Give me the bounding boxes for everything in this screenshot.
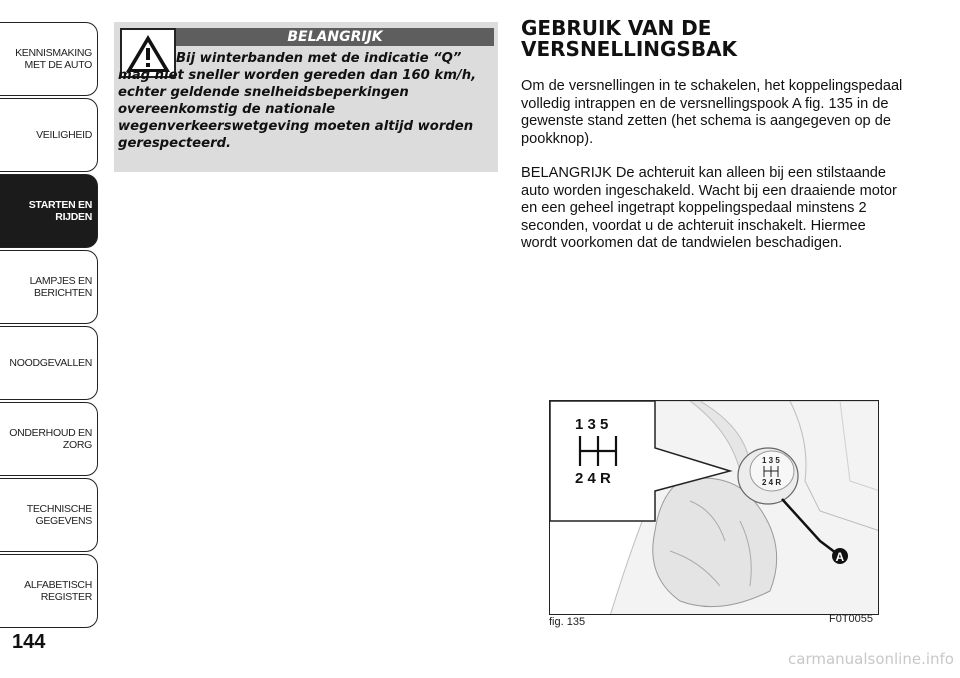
warning-text: Bij winterbanden met de indicatie “Q” mag niet sneller worden gereden dan 160 km/h, echter geldende snelheidsbeperkingen overeenkomstig de nationale wegenverkeerswetgeving moeten altijd worden gerespecteerd. — [118, 51, 477, 151]
paragraph-reverse-note: BELANGRIJK De achteruit kan alleen bij een stilstaande auto worden ingeschakeld. Wacht bij een draaiende motor en een geheel ingetrapt koppelingspedaal minstens 2 seconden, voordat u de achteruit inschakelt. Hiermee wordt voorkomen dat de tandwielen beschadigen. — [521, 165, 897, 251]
tab-veiligheid[interactable]: VEILIGHEID — [0, 98, 98, 172]
tab-noodgevallen[interactable]: NOODGEVALLEN — [0, 326, 98, 400]
tab-alfabetisch-register[interactable]: ALFABETISCH REGISTER — [0, 554, 98, 628]
tab-lampjes-en-berichten[interactable]: LAMPJES EN BERICHTEN — [0, 250, 98, 324]
section-title: GEBRUIK VAN DE VERSNELLINGSBAK — [521, 16, 738, 61]
warning-header: BELANGRIJK — [176, 28, 494, 46]
gear-pattern-top-label: 1 3 5 — [575, 416, 609, 433]
gear-pattern-bottom-label: 2 4 R — [575, 470, 611, 487]
callout-label-a: A — [835, 550, 845, 564]
page-number: 144 — [12, 631, 46, 653]
tab-starten-en-rijden[interactable]: STARTEN EN RIJDEN — [0, 174, 98, 248]
figure-caption: fig. 135 — [549, 616, 586, 628]
gear-lever-figure — [549, 400, 879, 615]
tab-kennismaking[interactable]: KENNISMAKING MET DE AUTO — [0, 22, 98, 96]
tab-onderhoud-en-zorg[interactable]: ONDERHOUD EN ZORG — [0, 402, 98, 476]
warning-box — [114, 22, 498, 172]
gear-lever-illustration — [550, 401, 879, 615]
svg-text:1 3 5: 1 3 5 — [762, 456, 780, 465]
paragraph-gear-shift: Om de versnellingen in te schakelen, het koppelingspedaal volledig intrappen en de versnellingspook A fig. 135 in de gewenste stand zetten (het schema is aangegeven op de pookknop). — [521, 78, 903, 147]
figure-code: F0T0055 — [829, 613, 874, 625]
watermark: carmanualsonline.info — [788, 650, 954, 668]
svg-text:2 4 R: 2 4 R — [762, 478, 782, 487]
tab-technische-gegevens[interactable]: TECHNISCHE GEGEVENS — [0, 478, 98, 552]
